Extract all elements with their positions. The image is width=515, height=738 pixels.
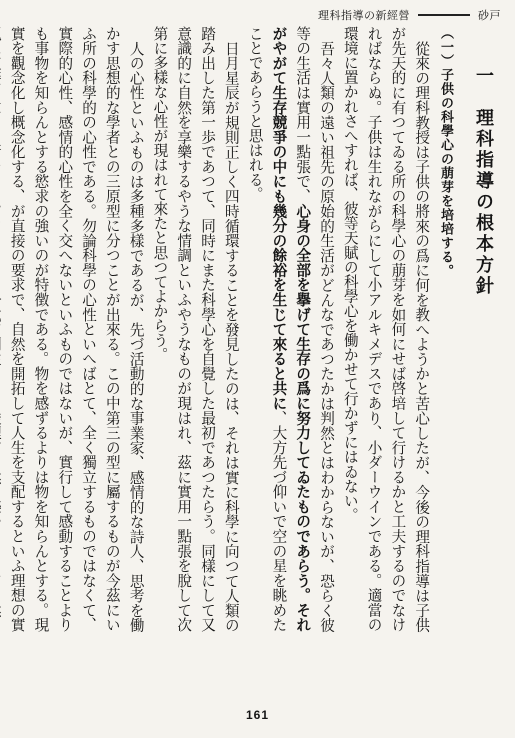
section-number: （一） xyxy=(438,26,453,68)
running-head-title: 理科指導の新經營 xyxy=(318,9,410,22)
paragraph-2 xyxy=(243,26,338,632)
paragraph-3-text: 日月星辰が規則正しく四時循環することを發見したのは、それは實に科學に向つて人類の踏み出した第一歩であつて、同時にまた科學心を自覺した最初であつたらう。同樣にして又意識的に自然を享樂するやうな情調といふやうなものが現はれ、茲に實用一點張を脫して次第に多樣な心性が現はれて來たと思つてよからう。 xyxy=(151,26,240,632)
section-title: 子供の科學心の萠芽を培培する。 xyxy=(438,68,453,278)
paragraph-2-text-end: 、大方先づ仰いで空の星を眺めたことであらうと思はれる。 xyxy=(246,26,288,632)
page-number: 161 xyxy=(245,708,270,722)
running-head xyxy=(318,6,501,24)
vertical-body-text xyxy=(8,26,503,632)
section-heading xyxy=(433,26,457,632)
paragraph-2-text-start: 吾々人類の遠い祖先の原始的生活がどんなであつたかは判然とはわからないが、恐らく彼等の生活は實用一點張で、 xyxy=(294,26,336,632)
paragraph-1 xyxy=(338,26,433,632)
paragraph-4 xyxy=(0,26,148,632)
paragraph-4-text: 人の心性といふものは多種多樣であるが、先づ活動的な事業家、感情的な詩人、思考を働かす思想的な學者との三原型に分つことが出來る。この中第三の型に屬するものが今茲にいふ所の科學的の心性である。勿論科學の心性といへばとて、全く獨立するものではなくて、實際的心性、感情的心性を全く交へないといふものではないが、實行して感動することよりも事物を知らんとする慾求の強いのが特徴である。物を感ずるよりは物を知らんとする。現實を觀念化し概念化する、が直接の要求で、自然を開拓して人生を支配するといふ理想の實 xyxy=(8,26,145,632)
paragraph-1-text: 從來の理科教授は子供の將來の爲に何を教へようかと苦心したが、今後の理科指導は子供が先天的に有つてゐる所の科學心の萠芽を如何にせば啓培して行けるかと工夫するのでなければならぬ。子供は生れながらにして小アルキメデスであり、小ダーウインである。適當の環境に置かれさへすれば、彼等天賦の科學心を働かせて行かずにはゐない。 xyxy=(341,26,431,632)
paragraph-3 xyxy=(148,26,243,632)
running-head-author: 砂戸 xyxy=(478,9,501,22)
chapter-heading xyxy=(463,26,503,632)
running-head-dash xyxy=(418,14,470,16)
paragraph-2-emphasis: 心身の全部を擧げて生存の爲に努力してゐたものであらう。それがやがて生存競爭の中にも幾分の餘裕を生じて來ると共に xyxy=(270,26,312,632)
chapter-number: 一 xyxy=(473,66,494,87)
chapter-title: 理科指導の根本方針 xyxy=(473,108,494,297)
